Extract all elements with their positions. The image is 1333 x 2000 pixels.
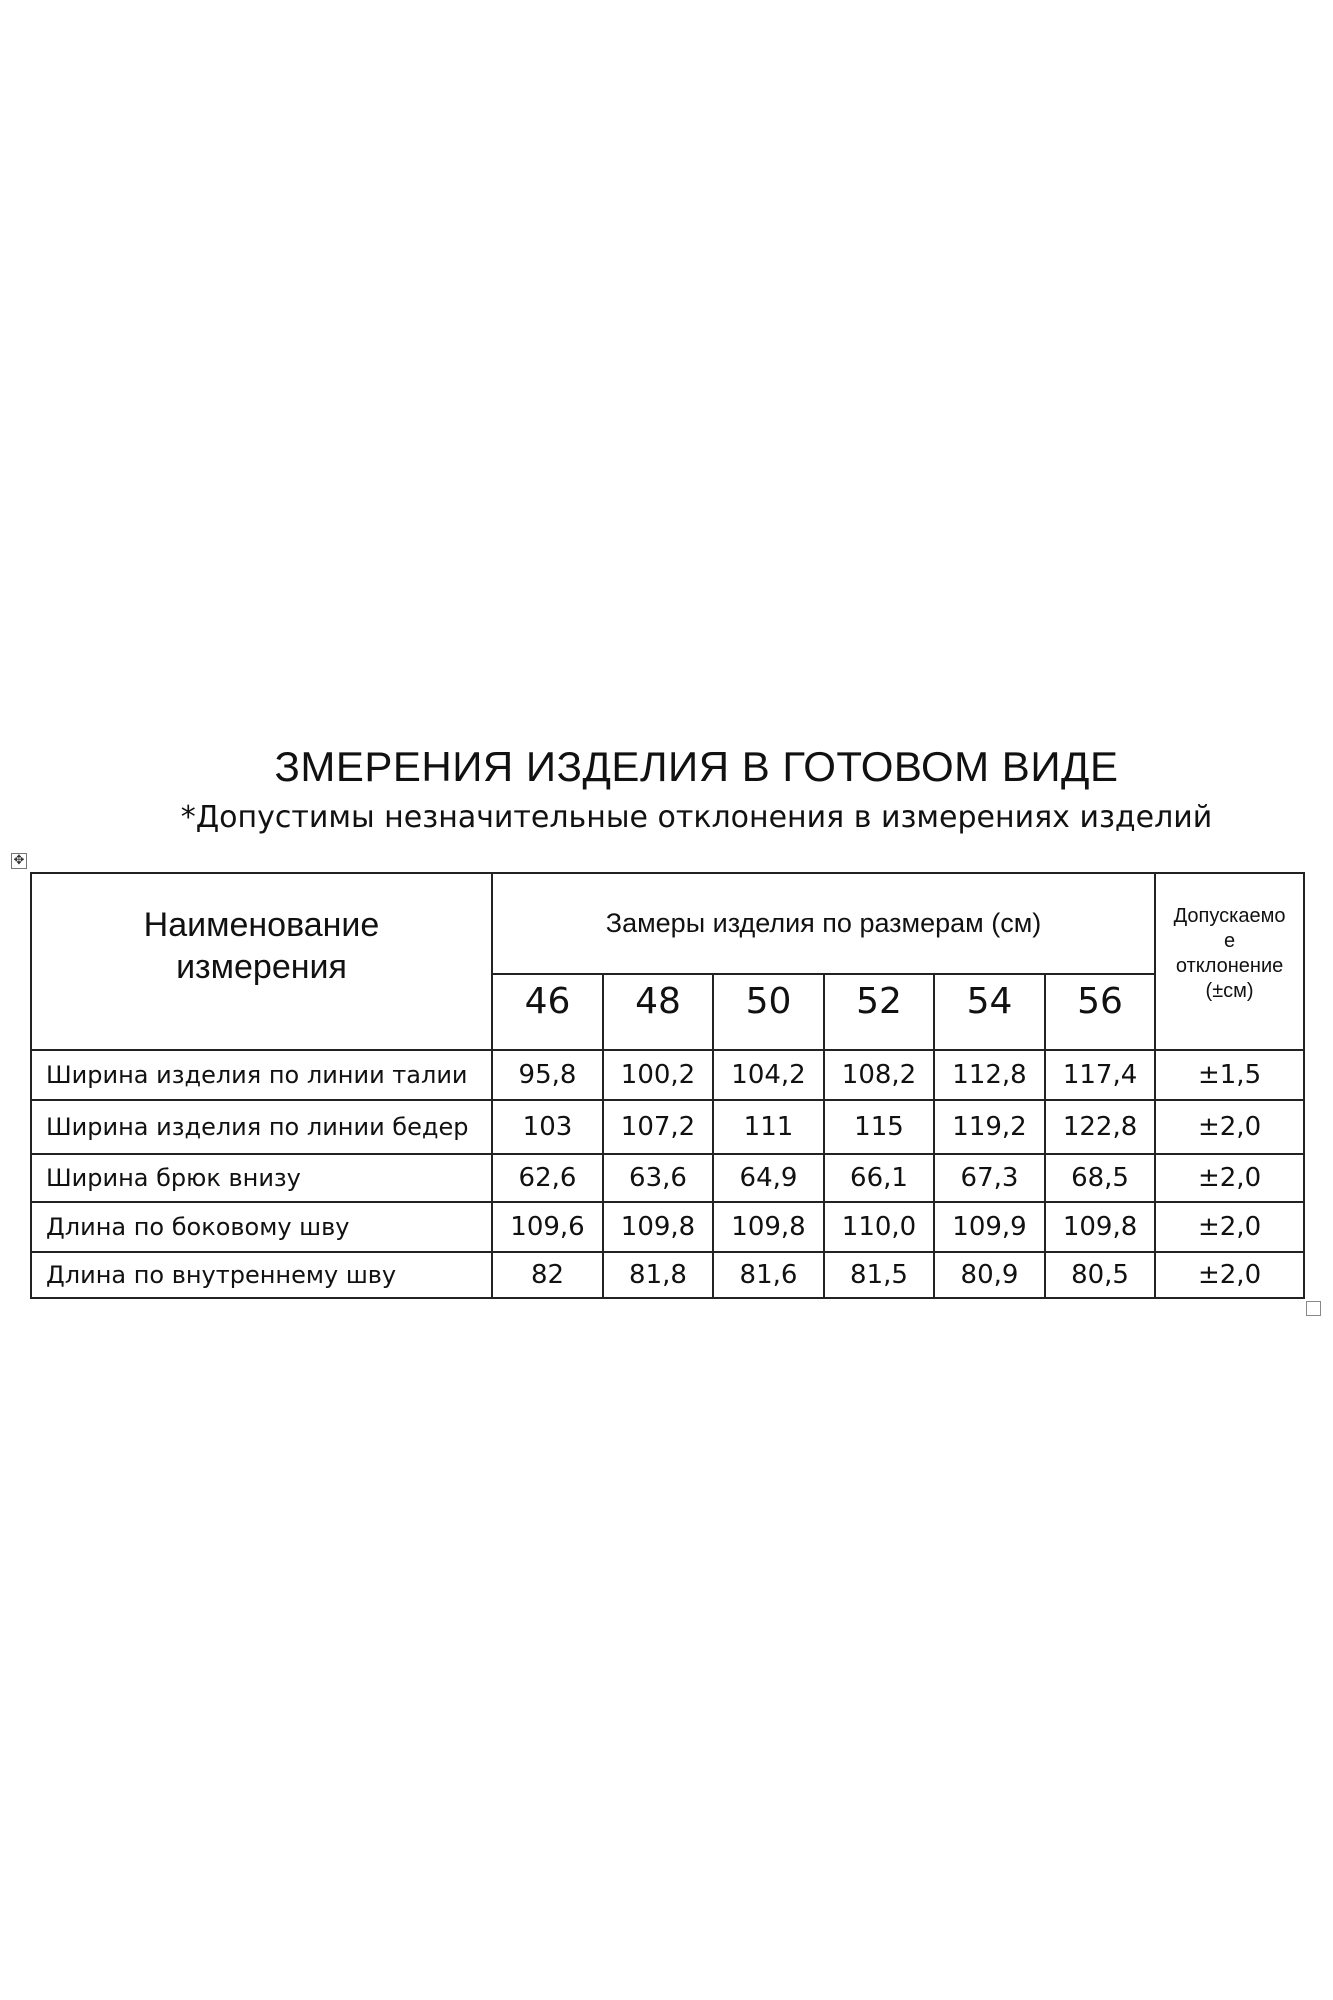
cell-value: 109,8 <box>1045 1202 1155 1252</box>
row-name: Ширина брюк внизу <box>31 1154 492 1202</box>
cell-value: 122,8 <box>1045 1100 1155 1154</box>
cell-tolerance: ±2,0 <box>1155 1252 1304 1298</box>
table-move-handle-icon[interactable]: ✥ <box>11 853 27 869</box>
table-row <box>31 1252 1304 1298</box>
cell-value: 80,5 <box>1045 1252 1155 1298</box>
cell-value: 119,2 <box>934 1100 1045 1154</box>
cell-value: 115 <box>824 1100 934 1154</box>
header-size-group: Замеры изделия по размерам (см) <box>492 873 1155 974</box>
cell-value: 64,9 <box>713 1154 824 1202</box>
cell-value: 100,2 <box>603 1050 713 1100</box>
cell-value: 81,8 <box>603 1252 713 1298</box>
size-header-46: 46 <box>492 974 603 1050</box>
header-measurement-name <box>31 873 492 1050</box>
cell-value: 109,9 <box>934 1202 1045 1252</box>
cell-value: 109,8 <box>603 1202 713 1252</box>
cell-value: 95,8 <box>492 1050 603 1100</box>
header-tolerance-line3: отклонение <box>1175 955 1284 977</box>
cell-tolerance: ±1,5 <box>1155 1050 1304 1100</box>
header-tolerance-line2: е <box>1224 930 1236 952</box>
header-tolerance-line1: Допускаемо <box>1173 905 1286 927</box>
cell-value: 108,2 <box>824 1050 934 1100</box>
cell-value: 63,6 <box>603 1154 713 1202</box>
cell-value: 103 <box>492 1100 603 1154</box>
size-chart-table <box>30 872 1305 1299</box>
cell-value: 82 <box>492 1252 603 1298</box>
table-row <box>31 1050 1304 1100</box>
header-row-top <box>31 873 1304 974</box>
row-name: Длина по внутреннему шву <box>31 1252 492 1298</box>
header-tolerance <box>1155 873 1304 1050</box>
size-header-54: 54 <box>934 974 1045 1050</box>
cell-value: 104,2 <box>713 1050 824 1100</box>
table-row <box>31 1100 1304 1154</box>
cell-tolerance: ±2,0 <box>1155 1100 1304 1154</box>
cell-value: 107,2 <box>603 1100 713 1154</box>
document-subtitle: *Допустимы незначительные отклонения в измерениях изделий <box>180 800 1213 835</box>
cell-value: 109,8 <box>713 1202 824 1252</box>
row-name: Длина по боковому шву <box>31 1202 492 1252</box>
cell-value: 81,6 <box>713 1252 824 1298</box>
cell-value: 80,9 <box>934 1252 1045 1298</box>
cell-value: 67,3 <box>934 1154 1045 1202</box>
size-header-56: 56 <box>1045 974 1155 1050</box>
row-name: Ширина изделия по линии бедер <box>31 1100 492 1154</box>
cell-tolerance: ±2,0 <box>1155 1154 1304 1202</box>
table-resize-handle-icon[interactable] <box>1306 1301 1321 1316</box>
table-row <box>31 1202 1304 1252</box>
header-name-line2: измерения <box>176 948 347 986</box>
size-header-52: 52 <box>824 974 934 1050</box>
cell-value: 109,6 <box>492 1202 603 1252</box>
cell-tolerance: ±2,0 <box>1155 1202 1304 1252</box>
cell-value: 68,5 <box>1045 1154 1155 1202</box>
cell-value: 111 <box>713 1100 824 1154</box>
cell-value: 62,6 <box>492 1154 603 1202</box>
cell-value: 66,1 <box>824 1154 934 1202</box>
table-row <box>31 1154 1304 1202</box>
document-title: ЗМЕРЕНИЯ ИЗДЕЛИЯ В ГОТОВОМ ВИДЕ <box>274 743 1119 790</box>
cell-value: 110,0 <box>824 1202 934 1252</box>
row-name: Ширина изделия по линии талии <box>31 1050 492 1100</box>
header-name-line1: Наименование <box>143 906 380 944</box>
size-header-48: 48 <box>603 974 713 1050</box>
header-tolerance-line4: (±см) <box>1205 980 1254 1002</box>
cell-value: 117,4 <box>1045 1050 1155 1100</box>
size-header-50: 50 <box>713 974 824 1050</box>
cell-value: 112,8 <box>934 1050 1045 1100</box>
cell-value: 81,5 <box>824 1252 934 1298</box>
